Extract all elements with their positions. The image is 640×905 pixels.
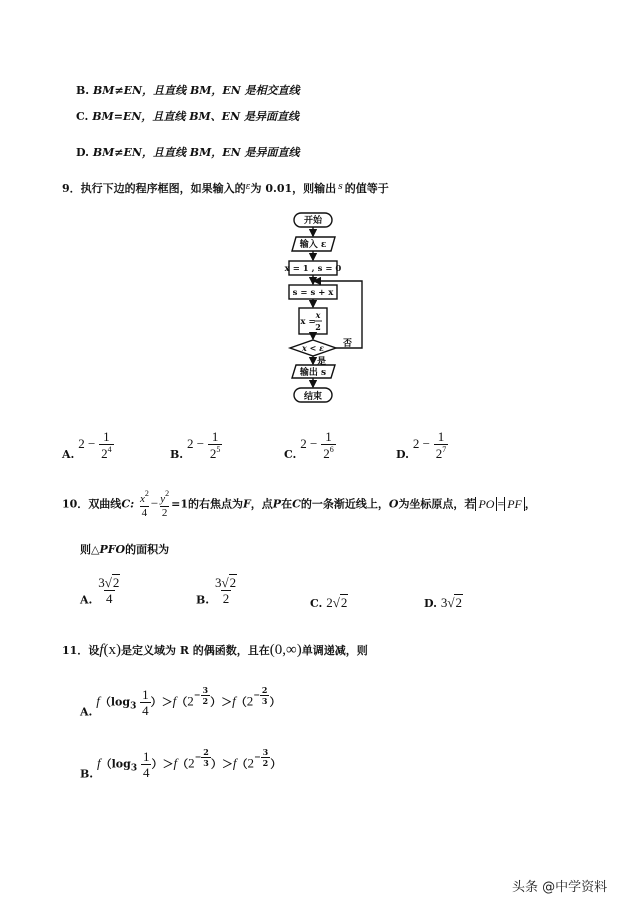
q8-option-c-label: C. bbox=[76, 110, 89, 123]
q11-option-b bbox=[80, 748, 281, 781]
q10-x-num: x bbox=[139, 493, 145, 505]
q9-option-d-num: 1 bbox=[437, 429, 445, 444]
flow-assign-x-num: x bbox=[315, 310, 321, 320]
q9-stem bbox=[62, 180, 389, 196]
q10-option-b-fraction: $\frac{3√2}{2}$ bbox=[214, 575, 237, 606]
q11-option-a-label: A. bbox=[80, 705, 93, 719]
q11-b-log-fraction bbox=[141, 750, 152, 779]
q9-option-c-num: 1 bbox=[325, 429, 332, 444]
q9-option-a bbox=[62, 430, 114, 461]
q11-a-num: 1 bbox=[142, 687, 149, 702]
q11-stem-c: 单调递减，则 bbox=[301, 644, 368, 657]
q11-b-den: 4 bbox=[142, 765, 150, 780]
flow-condition-text: x < ε bbox=[302, 343, 324, 353]
q11-a-exp1-minus: − bbox=[193, 689, 201, 700]
flow-init-text: x = 1 , s = 0 bbox=[284, 264, 342, 274]
q11-a-exp2-num: 2 bbox=[261, 685, 268, 695]
q11-a-lp3: （ bbox=[235, 695, 247, 709]
q10-option-a-rad: 2 bbox=[112, 575, 120, 590]
q8-option-b-text: BM≠EN，且直线 BM，EN 是相交直线 bbox=[92, 84, 300, 97]
q10-minus: − bbox=[150, 495, 159, 511]
q11-a-exp2-den: 3 bbox=[261, 696, 268, 706]
q9-option-b-label: B. bbox=[170, 448, 184, 461]
q10-line2-b: 的面积为 bbox=[125, 543, 170, 556]
q11-b-gt2: ＞ bbox=[221, 757, 233, 771]
q11-a-f2: f bbox=[172, 693, 177, 709]
q10-F: F bbox=[242, 497, 251, 511]
q10-y-fraction bbox=[158, 490, 171, 519]
q9-option-d bbox=[396, 430, 448, 461]
q10-option-d-label: D. bbox=[424, 597, 437, 610]
q11-b-two2: 2 bbox=[247, 755, 254, 771]
q10-stem-f: 为坐标原点，若 bbox=[398, 497, 476, 511]
q11-a-exp1-num: 3 bbox=[202, 685, 209, 695]
q10-y-den: 2 bbox=[161, 507, 168, 519]
q11-b-f3: f bbox=[232, 755, 237, 771]
q11-a-exp1-den: 2 bbox=[202, 696, 209, 706]
q10-option-a-den: 4 bbox=[106, 591, 113, 606]
q10-option-d: D. 3√2 bbox=[424, 595, 462, 610]
q9-option-a-label: A. bbox=[62, 448, 75, 461]
q10-x-fraction bbox=[138, 490, 151, 519]
q9-stem-a: 执行下边的程序框图，如果输入的 bbox=[80, 182, 246, 195]
q10-stem-b: 的右焦点为 bbox=[187, 497, 243, 511]
q11-a-f3: f bbox=[232, 693, 236, 709]
q10-abs-po: PO bbox=[475, 497, 497, 511]
q8-option-b-label: B. bbox=[76, 84, 90, 97]
q11-stem-a: 设 bbox=[88, 644, 100, 657]
q10-y-exp: 2 bbox=[165, 489, 170, 498]
q9-option-d-exp: 7 bbox=[442, 445, 447, 454]
q11-a-log-fraction bbox=[140, 688, 151, 717]
watermark-text: 头条 @中学资料 bbox=[512, 880, 608, 895]
q11-a-lp2: （ bbox=[176, 695, 188, 709]
q10-option-a-coef: 3 bbox=[98, 575, 105, 590]
q11-a-gt2: ＞ bbox=[221, 695, 233, 709]
q11-b-lp3: （ bbox=[236, 757, 248, 771]
q9-option-d-base: 2 − bbox=[412, 436, 430, 451]
q10-P: P bbox=[272, 497, 282, 511]
q9-option-d-label: D. bbox=[396, 448, 409, 461]
q10-stem-d: 在 bbox=[281, 497, 293, 511]
q10-y-num: y bbox=[160, 493, 166, 505]
q10-stem-g: ， bbox=[524, 497, 536, 511]
q11-b-f2: f bbox=[173, 755, 178, 771]
q9-option-d-fraction bbox=[434, 430, 449, 460]
q10-x-den: 4 bbox=[141, 507, 148, 519]
q9-option-c bbox=[284, 430, 336, 461]
q8-option-c-text: BM=EN，且直线 BM、EN 是异面直线 bbox=[92, 110, 299, 123]
q11-b-num: 1 bbox=[142, 749, 150, 764]
q11-option-b-label: B. bbox=[80, 767, 94, 781]
q10-option-c-label: C. bbox=[310, 597, 323, 610]
q10-stem-e: 的一条渐近线上， bbox=[300, 497, 389, 511]
q9-option-c-label: C. bbox=[284, 448, 297, 461]
q10-stem-line2 bbox=[80, 541, 169, 557]
q11-b-exp2-num: 3 bbox=[262, 747, 269, 757]
q11-b-lp2: （ bbox=[177, 757, 189, 771]
q10-abs-pf: PF bbox=[504, 497, 525, 511]
q9-option-a-fraction bbox=[99, 430, 114, 460]
q10-option-a-label: A. bbox=[80, 593, 93, 607]
q11-interval: (0,∞) bbox=[269, 642, 302, 658]
q9-option-b-den: 2 bbox=[209, 446, 217, 461]
q9-option-a-exp: 4 bbox=[107, 445, 112, 454]
q9-option-a-num: 1 bbox=[103, 429, 110, 444]
q9-option-b-base: 2 − bbox=[186, 436, 205, 451]
q10-curve: C: bbox=[121, 497, 135, 511]
q11-b-rp2: ） bbox=[210, 757, 222, 771]
q10-option-b-rad: 2 bbox=[229, 575, 237, 590]
q10-stem bbox=[62, 490, 536, 519]
q11-a-exp2-minus: − bbox=[253, 689, 260, 700]
q10-pfo: PFO bbox=[99, 543, 126, 556]
q10-option-d-rad: 2 bbox=[455, 595, 462, 610]
q10-number: 10． bbox=[62, 497, 89, 511]
q8-option-b bbox=[76, 82, 300, 98]
q11-b-exp1-den: 3 bbox=[203, 758, 209, 768]
q10-stem-a: 双曲线 bbox=[88, 497, 122, 511]
q9-option-b-exp: 5 bbox=[216, 445, 221, 454]
q11-a-logsub: 3 bbox=[130, 701, 137, 712]
flow-assign-x-den: 2 bbox=[315, 322, 321, 332]
q9-epsilon: ε bbox=[245, 182, 251, 192]
q10-option-b-label: B. bbox=[196, 593, 210, 607]
q10-option-a-fraction: $\frac{3√2}{4}$ bbox=[98, 575, 120, 606]
q11-f: f bbox=[99, 642, 104, 658]
flow-start-text: 开始 bbox=[303, 216, 323, 226]
q11-a-rp2: ） bbox=[210, 695, 222, 709]
q11-a-rp1: ） bbox=[150, 695, 162, 709]
q8-option-d-text: BM≠EN，且直线 BM，EN 是异面直线 bbox=[92, 146, 300, 159]
q10-O: O bbox=[388, 497, 399, 511]
q9-option-d-den: 2 bbox=[435, 446, 443, 461]
flow-output-text: 输出 s bbox=[299, 368, 327, 378]
q9-s: s bbox=[338, 182, 343, 192]
q11-number: 11． bbox=[62, 644, 89, 657]
q11-fx: (x) bbox=[103, 642, 121, 658]
q9-number: 9． bbox=[62, 182, 81, 195]
q9-option-b-num: 1 bbox=[211, 429, 219, 444]
q11-a-two1: 2 bbox=[187, 693, 194, 709]
q10-abs-equals: = bbox=[497, 496, 505, 511]
q11-b-lp1: （ bbox=[100, 757, 112, 771]
q11-b-f1: f bbox=[96, 755, 101, 771]
q10-option-b-coef: 3 bbox=[214, 575, 222, 590]
q11-b-gt1: ＞ bbox=[162, 757, 174, 771]
q11-b-two1: 2 bbox=[188, 755, 195, 771]
q11-a-gt1: ＞ bbox=[161, 695, 173, 709]
q11-b-exp1-minus: − bbox=[194, 751, 202, 762]
flow-assign-s-text: s = s + x bbox=[292, 288, 334, 298]
q11-stem bbox=[62, 642, 368, 659]
q9-option-b-fraction bbox=[208, 430, 223, 460]
q11-a-lp1: （ bbox=[99, 695, 111, 709]
q11-b-exp2-den: 2 bbox=[262, 758, 269, 768]
flow-no-label: 否 bbox=[343, 339, 353, 349]
q8-option-c bbox=[76, 108, 299, 124]
q10-eq: =1 bbox=[171, 497, 188, 511]
q9-option-c-fraction bbox=[321, 430, 336, 460]
flow-yes-label: 是 bbox=[317, 357, 327, 367]
q11-a-exp2 bbox=[253, 686, 269, 705]
q9-option-a-base: 2 − bbox=[78, 436, 96, 451]
q11-b-exp1-num: 2 bbox=[203, 747, 209, 757]
flow-assign-x-lhs: x = bbox=[300, 317, 316, 327]
q11-a-two2: 2 bbox=[246, 693, 254, 709]
q11-a-exp1 bbox=[194, 686, 210, 705]
q9-stem-b: 为 0.01，则输出 bbox=[250, 182, 337, 195]
q10-option-c-rad: 2 bbox=[340, 595, 348, 610]
q11-a-log: log bbox=[110, 695, 131, 709]
q9-flowchart bbox=[280, 210, 380, 408]
flow-end-text: 结束 bbox=[303, 392, 323, 402]
q10-option-c-coef: 2 bbox=[326, 595, 333, 610]
q9-stem-c: 的值等于 bbox=[344, 182, 389, 195]
q11-b-log: log bbox=[111, 757, 131, 771]
q10-option-b-den: 2 bbox=[222, 591, 230, 606]
q8-option-d-label: D. bbox=[76, 146, 89, 159]
q11-option-a bbox=[80, 686, 280, 719]
q11-b-rp3: ） bbox=[270, 757, 282, 771]
q8-option-d bbox=[76, 144, 300, 160]
q11-a-den: 4 bbox=[142, 703, 149, 718]
q10-x-exp: 2 bbox=[144, 489, 149, 498]
q11-b-exp1 bbox=[195, 748, 211, 767]
q10-option-b bbox=[196, 576, 239, 607]
q11-b-rp1: ） bbox=[151, 757, 163, 771]
q9-option-c-exp: 6 bbox=[329, 445, 334, 454]
q10-C: C bbox=[292, 497, 301, 511]
q11-b-exp2-minus: − bbox=[253, 751, 261, 762]
q10-option-d-coef: 3 bbox=[440, 595, 448, 610]
q9-option-b bbox=[170, 430, 222, 461]
q9-option-a-den: 2 bbox=[101, 446, 108, 461]
q11-a-rp3: ） bbox=[269, 695, 281, 709]
q10-option-a bbox=[80, 576, 122, 607]
q10-option-c: C. 2√2 bbox=[310, 595, 348, 610]
q10-line2-a: 则△ bbox=[80, 543, 100, 556]
q11-b-logsub: 3 bbox=[130, 763, 138, 774]
q11-b-exp2 bbox=[254, 748, 270, 767]
q11-stem-b: 是定义域为 R 的偶函数，且在 bbox=[120, 644, 270, 657]
q9-option-c-den: 2 bbox=[323, 446, 330, 461]
q10-stem-c: ，点 bbox=[250, 497, 273, 511]
q9-option-c-base: 2 − bbox=[300, 436, 318, 451]
flow-input-text: 输入 ε bbox=[299, 240, 327, 250]
q11-a-f1: f bbox=[96, 693, 100, 709]
